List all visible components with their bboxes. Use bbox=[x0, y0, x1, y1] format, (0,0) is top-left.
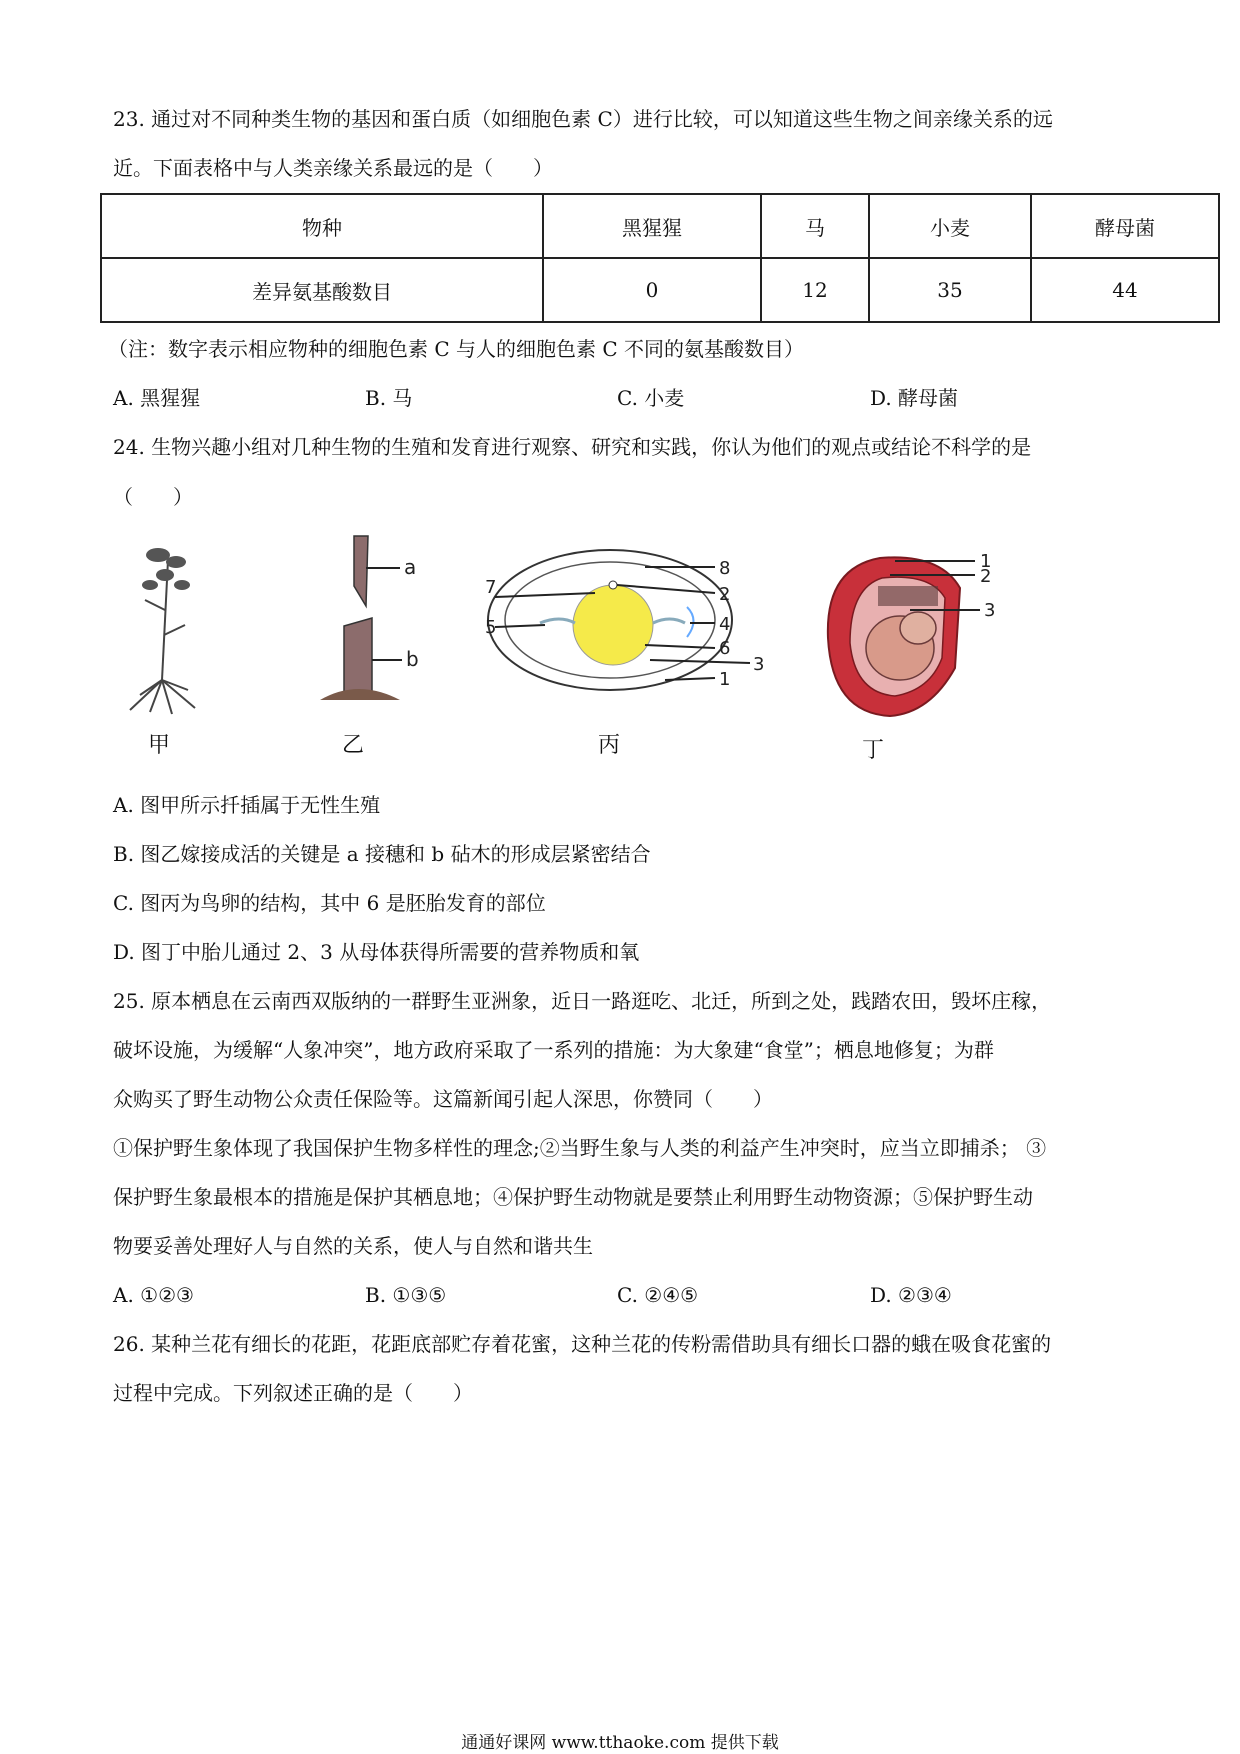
figure-caption-jia: 甲 bbox=[148, 733, 171, 758]
egg-label-3: 3 bbox=[753, 654, 765, 675]
q25-option-c[interactable]: C. ②④⑤ bbox=[617, 1283, 699, 1307]
q24-option-c[interactable]: C. 图丙为鸟卵的结构，其中 6 是胚胎发育的部位 bbox=[113, 891, 546, 915]
figure-caption-ding: 丁 bbox=[862, 738, 885, 763]
fetus-figure bbox=[820, 548, 1010, 728]
egg-label-1: 1 bbox=[719, 669, 731, 690]
table-header-cell: 马 bbox=[761, 194, 869, 258]
table-cell: 12 bbox=[761, 258, 869, 322]
q24-option-b[interactable]: B. 图乙嫁接成活的关键是 a 接穗和 b 砧木的形成层紧密结合 bbox=[113, 842, 651, 866]
q23-option-d[interactable]: D. 酵母菌 bbox=[870, 386, 959, 410]
q23-stem-line2: 近。下面表格中与人类亲缘关系最远的是（ ） bbox=[113, 156, 553, 180]
table-header-row bbox=[101, 194, 1219, 258]
egg-label-8: 8 bbox=[719, 558, 731, 579]
table-cell: 0 bbox=[543, 258, 761, 322]
q23-option-a[interactable]: A. 黑猩猩 bbox=[113, 386, 201, 410]
footer-watermark: 通通好课网 www.tthaoke.com 提供下载 bbox=[461, 1733, 779, 1753]
table-header-cell: 物种 bbox=[101, 194, 543, 258]
table-cell: 35 bbox=[869, 258, 1031, 322]
q23-note: （注：数字表示相应物种的细胞色素 C 与人的细胞色素 C 不同的氨基酸数目） bbox=[108, 337, 805, 361]
table-header-cell: 酵母菌 bbox=[1031, 194, 1219, 258]
egg-label-7: 7 bbox=[485, 577, 497, 598]
uterus-label-3: 3 bbox=[984, 600, 996, 621]
q23-option-c[interactable]: C. 小麦 bbox=[617, 386, 685, 410]
q24-option-d[interactable]: D. 图丁中胎儿通过 2、3 从母体获得所需要的营养物质和氧 bbox=[113, 940, 640, 964]
q25-statement-line1: ①保护野生象体现了我国保护生物多样性的理念;②当野生象与人类的利益产生冲突时，应当立即捕杀； ③ bbox=[113, 1136, 1047, 1160]
table-cell: 44 bbox=[1031, 258, 1219, 322]
q25-stem-line3: 众购买了野生动物公众责任保险等。这篇新闻引起人深思，你赞同（ ） bbox=[113, 1087, 773, 1111]
q25-option-a[interactable]: A. ①②③ bbox=[113, 1283, 194, 1307]
table-cell: 差异氨基酸数目 bbox=[101, 258, 543, 322]
uterus-label-2: 2 bbox=[980, 566, 992, 587]
table-row bbox=[101, 258, 1219, 322]
q26-stem-line2: 过程中完成。下列叙述正确的是（ ） bbox=[113, 1381, 473, 1405]
q24-stem-line1: 24. 生物兴趣小组对几种生物的生殖和发育进行观察、研究和实践，你认为他们的观点或结论不科学的是 bbox=[113, 435, 1032, 459]
egg-label-5: 5 bbox=[485, 617, 497, 638]
q25-option-d[interactable]: D. ②③④ bbox=[870, 1283, 952, 1307]
q25-option-b[interactable]: B. ①③⑤ bbox=[365, 1283, 447, 1307]
grafting-figure bbox=[310, 528, 420, 708]
egg-label-4: 4 bbox=[719, 614, 731, 635]
q24-stem-line2: （ ） bbox=[113, 485, 193, 509]
q23-stem-line1: 23. 通过对不同种类生物的基因和蛋白质（如细胞色素 C）进行比较，可以知道这些生物之间亲缘关系的远 bbox=[113, 107, 1053, 131]
cytochrome-table bbox=[100, 193, 1220, 323]
egg-label-2: 2 bbox=[719, 584, 731, 605]
egg-label-6: 6 bbox=[719, 638, 731, 659]
q25-stem-line1: 25. 原本栖息在云南西双版纳的一群野生亚洲象，近日一路逛吃、北迁，所到之处，践踏农田，毁坏庄稼， bbox=[113, 989, 1052, 1013]
label-a: a bbox=[404, 555, 417, 579]
q23-option-b[interactable]: B. 马 bbox=[365, 386, 413, 410]
q25-statement-line2: 保护野生象最根本的措施是保护其栖息地；④保护野生动物就是要禁止利用野生动物资源；⑤保护野生动 bbox=[113, 1185, 1033, 1209]
q24-option-a[interactable]: A. 图甲所示扦插属于无性生殖 bbox=[113, 793, 381, 817]
figure-caption-bing: 丙 bbox=[598, 733, 621, 758]
table-header-cell: 小麦 bbox=[869, 194, 1031, 258]
q25-stem-line2: 破坏设施，为缓解“人象冲突”，地方政府采取了一系列的措施：为大象建“食堂”；栖息地修复；为群 bbox=[113, 1038, 994, 1062]
uterus-label-1: 1 bbox=[980, 551, 992, 572]
label-b: b bbox=[406, 647, 419, 671]
bird-egg-figure bbox=[485, 545, 770, 695]
q25-statement-line3: 物要妥善处理好人与自然的关系，使人与自然和谐共生 bbox=[113, 1234, 593, 1258]
cutting-figure bbox=[110, 540, 220, 715]
q26-stem-line1: 26. 某种兰花有细长的花距，花距底部贮存着花蜜，这种兰花的传粉需借助具有细长口器的蛾在吸食花蜜的 bbox=[113, 1332, 1052, 1356]
table-header-cell: 黑猩猩 bbox=[543, 194, 761, 258]
figure-caption-yi: 乙 bbox=[342, 733, 365, 758]
